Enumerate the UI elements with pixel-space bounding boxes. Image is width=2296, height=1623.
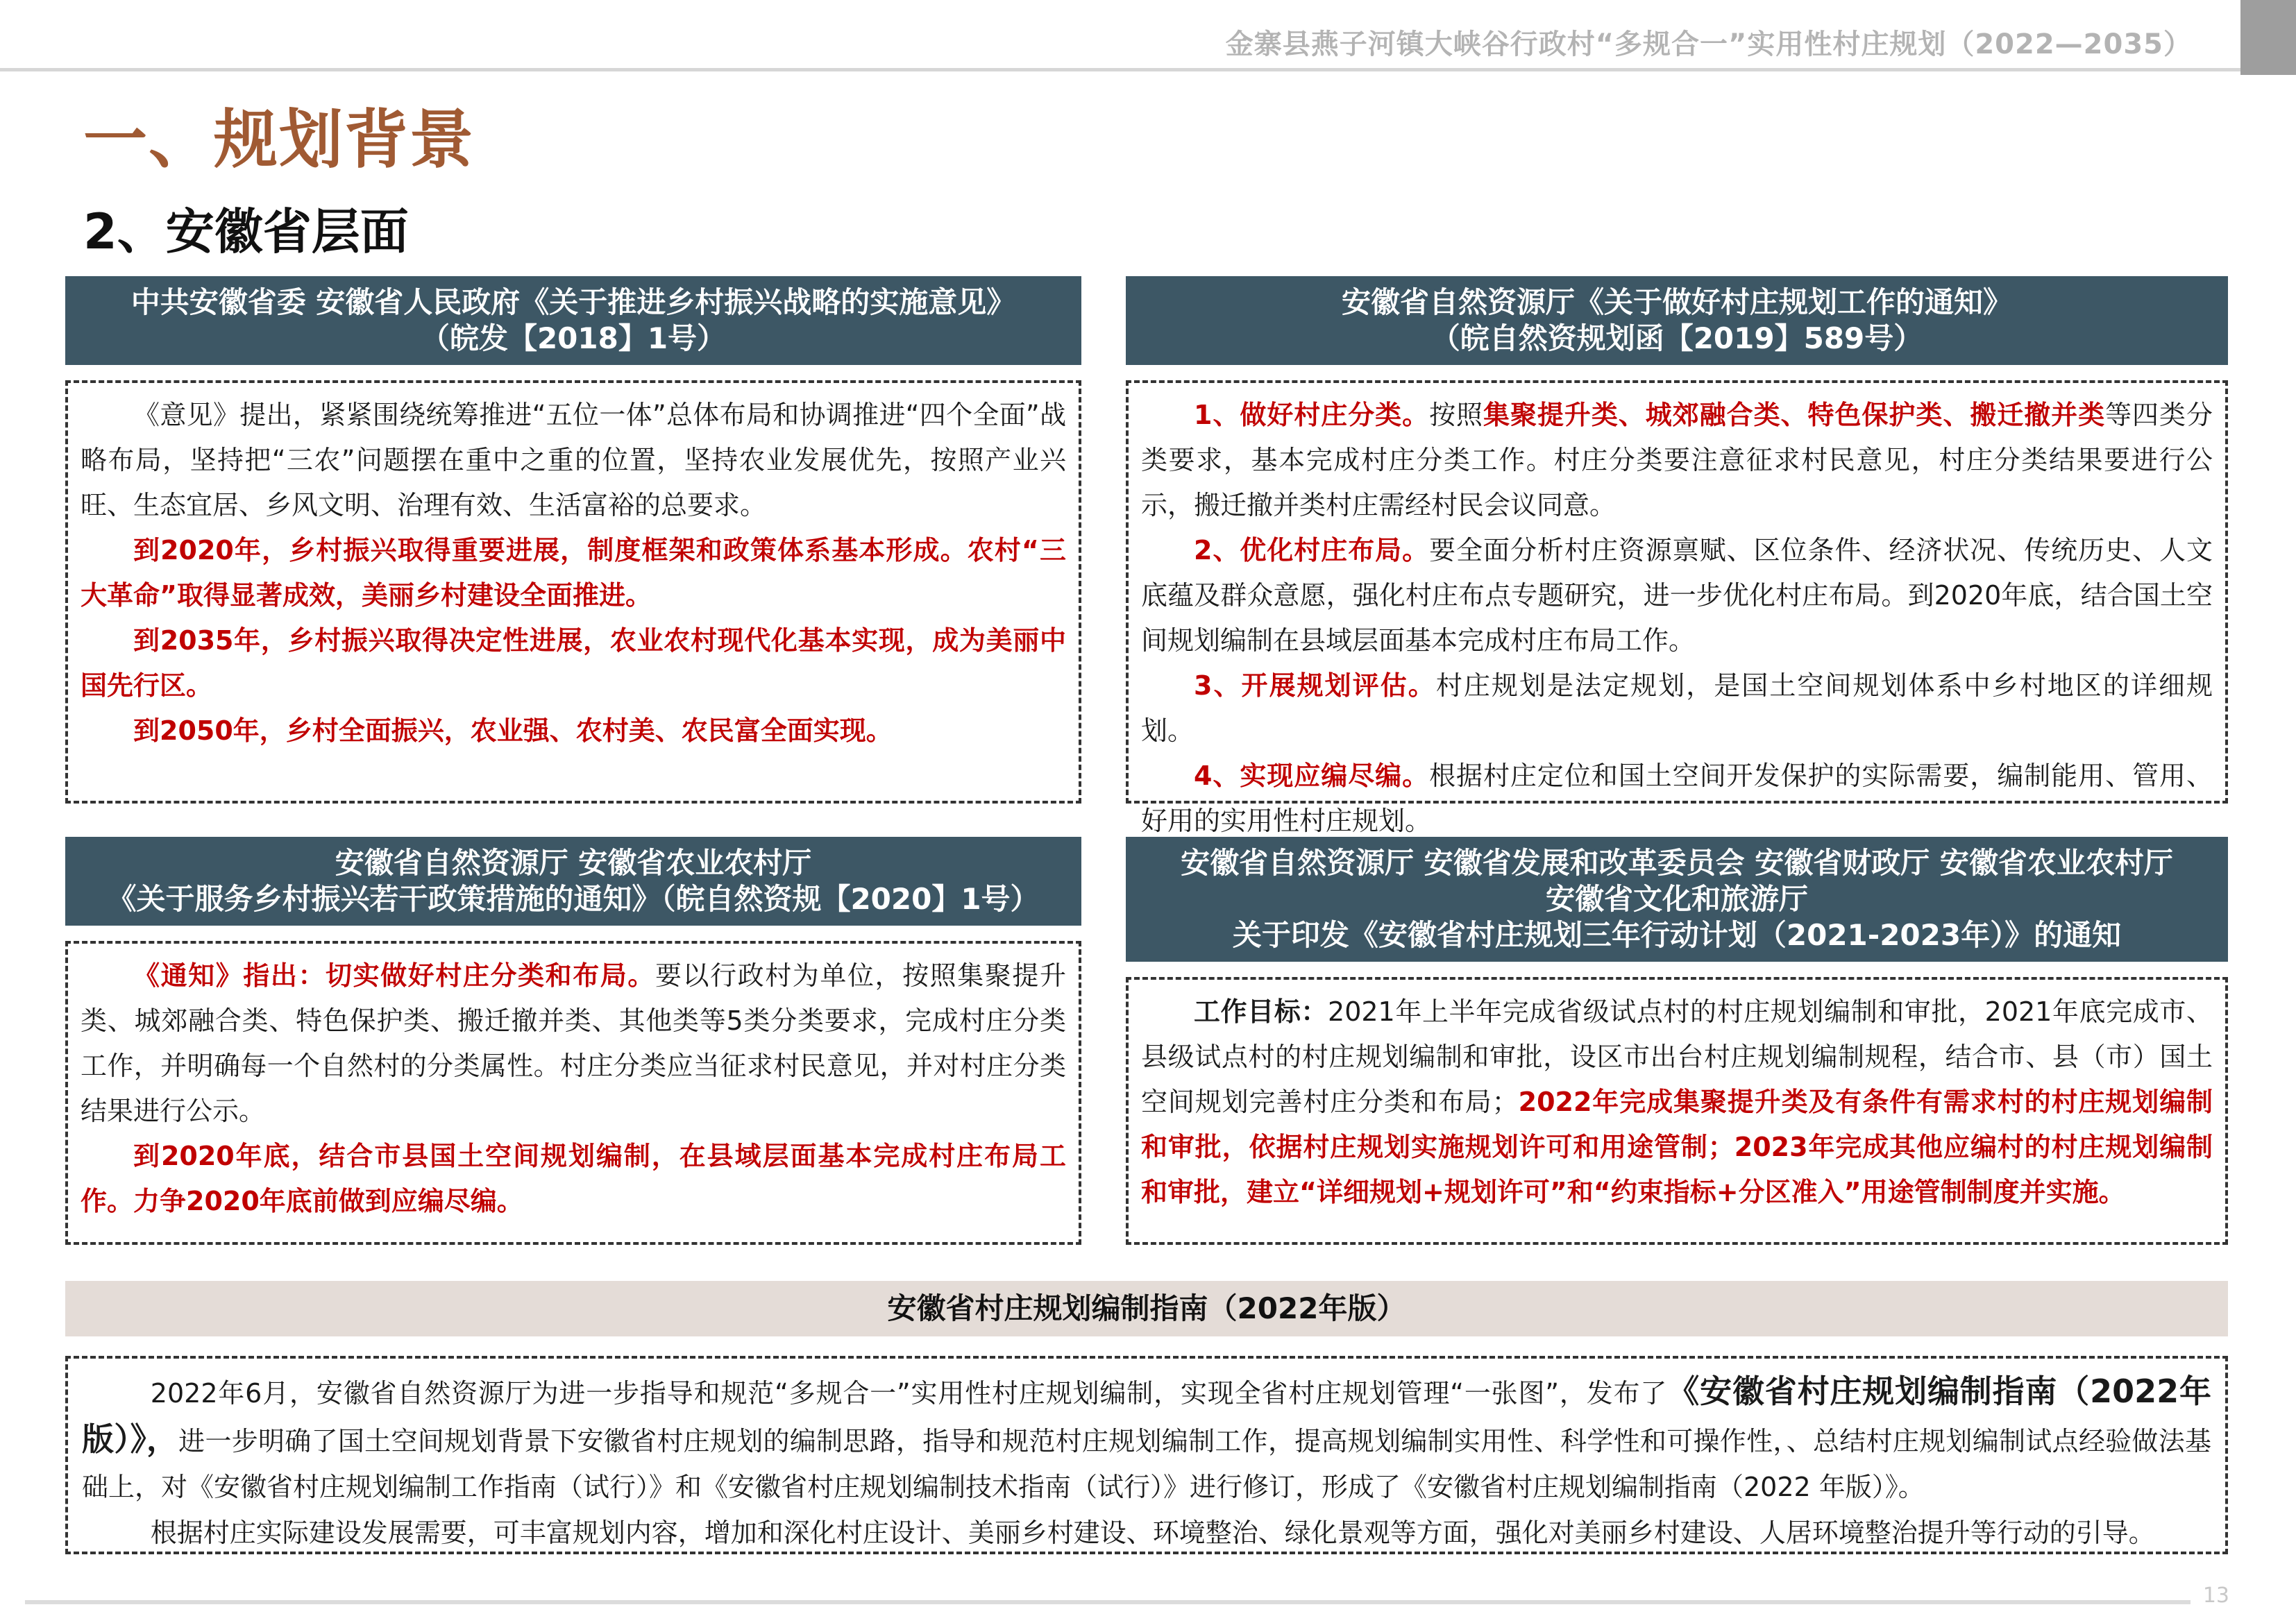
panel-header-line: （皖发【2018】1号） [420, 321, 727, 355]
panel-header [65, 276, 1081, 365]
panel-header-line: 安徽省自然资源厅 安徽省发展和改革委员会 安徽省财政厅 安徽省农业农村厅 [1181, 846, 2173, 880]
paragraph-highlight: 到2020年底，结合市县国土空间规划编制，在县域层面基本完成村庄布局工作。力争2020年底前做到应编尽编。 [81, 1141, 1066, 1216]
document-title: 金寨县燕子河镇大峡谷行政村“多规合一”实用性村庄规划（2022—2035） [1225, 28, 2192, 60]
guide-body [65, 1356, 2228, 1554]
footer-divider [25, 1600, 2191, 1604]
paragraph: 2022年6月，安徽省自然资源厅为进一步指导和规范“多规合一”实用性村庄规划编制，实现全省村庄规划管理“一张图”，发布了《安徽省村庄规划编制指南（2022年版）》，进一步明确了国土空间规划背景下安徽省村庄规划的编制思路，指导和规范村庄规划编制工作，提高规划编制实用性、科学性和可操作性，、总结村庄规划编制试点经验做法基础上，对《安徽省村庄规划编制工作指南（试行）》和《安徽省村庄规划编制技术指南（试行）》进行修订，形成了《安徽省村庄规划编制指南（2022 年版）》。 [82, 1373, 2212, 1502]
panel-header-line: 《关于服务乡村振兴若干政策措施的通知》（皖自然资规【2020】1号） [107, 882, 1040, 916]
page-number: 13 [2202, 1583, 2229, 1608]
list-item: 1、做好村庄分类。按照集聚提升类、城郊融合类、特色保护类、搬迁撤并类等四类分类要求，基本完成村庄分类工作。村庄分类要注意征求村民意见，村庄分类结果要进行公示，搬迁撤并类村庄需经村民会议同意。 [1141, 400, 2213, 520]
panel-header-line: 关于印发《安徽省村庄规划三年行动计划（2021-2023年）》的通知 [1232, 918, 2122, 952]
panel-body [1126, 380, 2228, 836]
panel-village-planning-notice [1126, 276, 2228, 836]
header-corner-block [2240, 0, 2296, 75]
subsection-title: 2、安徽省层面 [83, 203, 409, 260]
list-item: 3、开展规划评估。村庄规划是法定规划，是国土空间规划体系中乡村地区的详细规划。 [1141, 670, 2213, 746]
panel-body [65, 941, 1081, 1245]
panel-header [1126, 276, 2228, 365]
panel-header-line: 安徽省自然资源厅 安徽省农业农村厅 [335, 846, 812, 880]
panel-header [65, 837, 1081, 926]
panel-body [1126, 977, 2228, 1245]
panel-rural-revitalization-measures [65, 837, 1081, 1245]
panel-body [65, 380, 1081, 804]
panel-header-line: （皖自然资规划函【2019】589号） [1430, 321, 1923, 355]
list-item: 4、实现应编尽编。根据村庄定位和国土空间开发保护的实际需要，编制能用、管用、好用的实用性村庄规划。 [1141, 760, 2213, 836]
paragraph: 《意见》提出，紧紧围绕统筹推进“五位一体”总体布局和协调推进“四个全面”战略布局，坚持把“三农”问题摆在重中之重的位置，坚持农业发展优先，按照产业兴旺、生态宜居、乡风文明、治理有效、生活富裕的总要求。 [81, 400, 1066, 520]
paragraph: 工作目标：2021年上半年完成省级试点村的村庄规划编制和审批，2021年底完成市、县级试点村的村庄规划编制和审批，设区市出台村庄规划编制规程，结合市、县（市）国土空间规划完善村庄分类和布局；2022年完成集聚提升类及有条件有需求村的村庄规划编制和审批，依据村庄规划实施规划许可和用途管制；2023年完成其他应编村的村庄规划编制和审批，建立“详细规划+规划许可”和“约束指标+分区准入”用途管制制度并实施。 [1141, 996, 2213, 1207]
guide-header: 安徽省村庄规划编制指南（2022年版） [65, 1281, 2228, 1336]
paragraph-highlight: 到2050年，乡村全面振兴，农业强、农村美、农民富全面实现。 [133, 715, 893, 746]
paragraph: 《通知》指出：切实做好村庄分类和布局。要以行政村为单位，按照集聚提升类、城郊融合类、特色保护类、搬迁撤并类、其他类等5类分类要求，完成村庄分类工作，并明确每一个自然村的分类属性。村庄分类应当征求村民意见，并对村庄分类结果进行公示。 [81, 960, 1066, 1126]
paragraph: 根据村庄实际建设发展需要，可丰富规划内容，增加和深化村庄设计、美丽乡村建设、环境整治、绿化景观等方面，强化对美丽乡村建设、人居环境整治提升等行动的引导。 [150, 1518, 2155, 1548]
panel-three-year-action-plan [1126, 837, 2228, 1245]
panel-header-line: 中共安徽省委 安徽省人民政府《关于推进乡村振兴战略的实施意见》 [130, 285, 1016, 319]
panel-provincial-opinion [65, 276, 1081, 804]
paragraph-highlight: 到2020年，乡村振兴取得重要进展，制度框架和政策体系基本形成。农村“三大革命”取得显著成效，美丽乡村建设全面推进。 [81, 535, 1066, 611]
header-divider [0, 68, 2240, 71]
paragraph-highlight: 到2035年，乡村振兴取得决定性进展，农业农村现代化基本实现，成为美丽中国先行区。 [81, 625, 1066, 701]
panel-header [1126, 837, 2228, 962]
section-title: 一、规划背景 [83, 103, 475, 177]
panel-header-line: 安徽省自然资源厅《关于做好村庄规划工作的通知》 [1341, 285, 2012, 319]
list-item: 2、优化村庄布局。要全面分析村庄资源禀赋、区位条件、经济状况、传统历史、人文底蕴及群众意愿，强化村庄布点专题研究，进一步优化村庄布局。到2020年底，结合国土空间规划编制在县域层面基本完成村庄布局工作。 [1141, 535, 2213, 656]
panel-header-line: 安徽省文化和旅游厅 [1545, 882, 1808, 916]
